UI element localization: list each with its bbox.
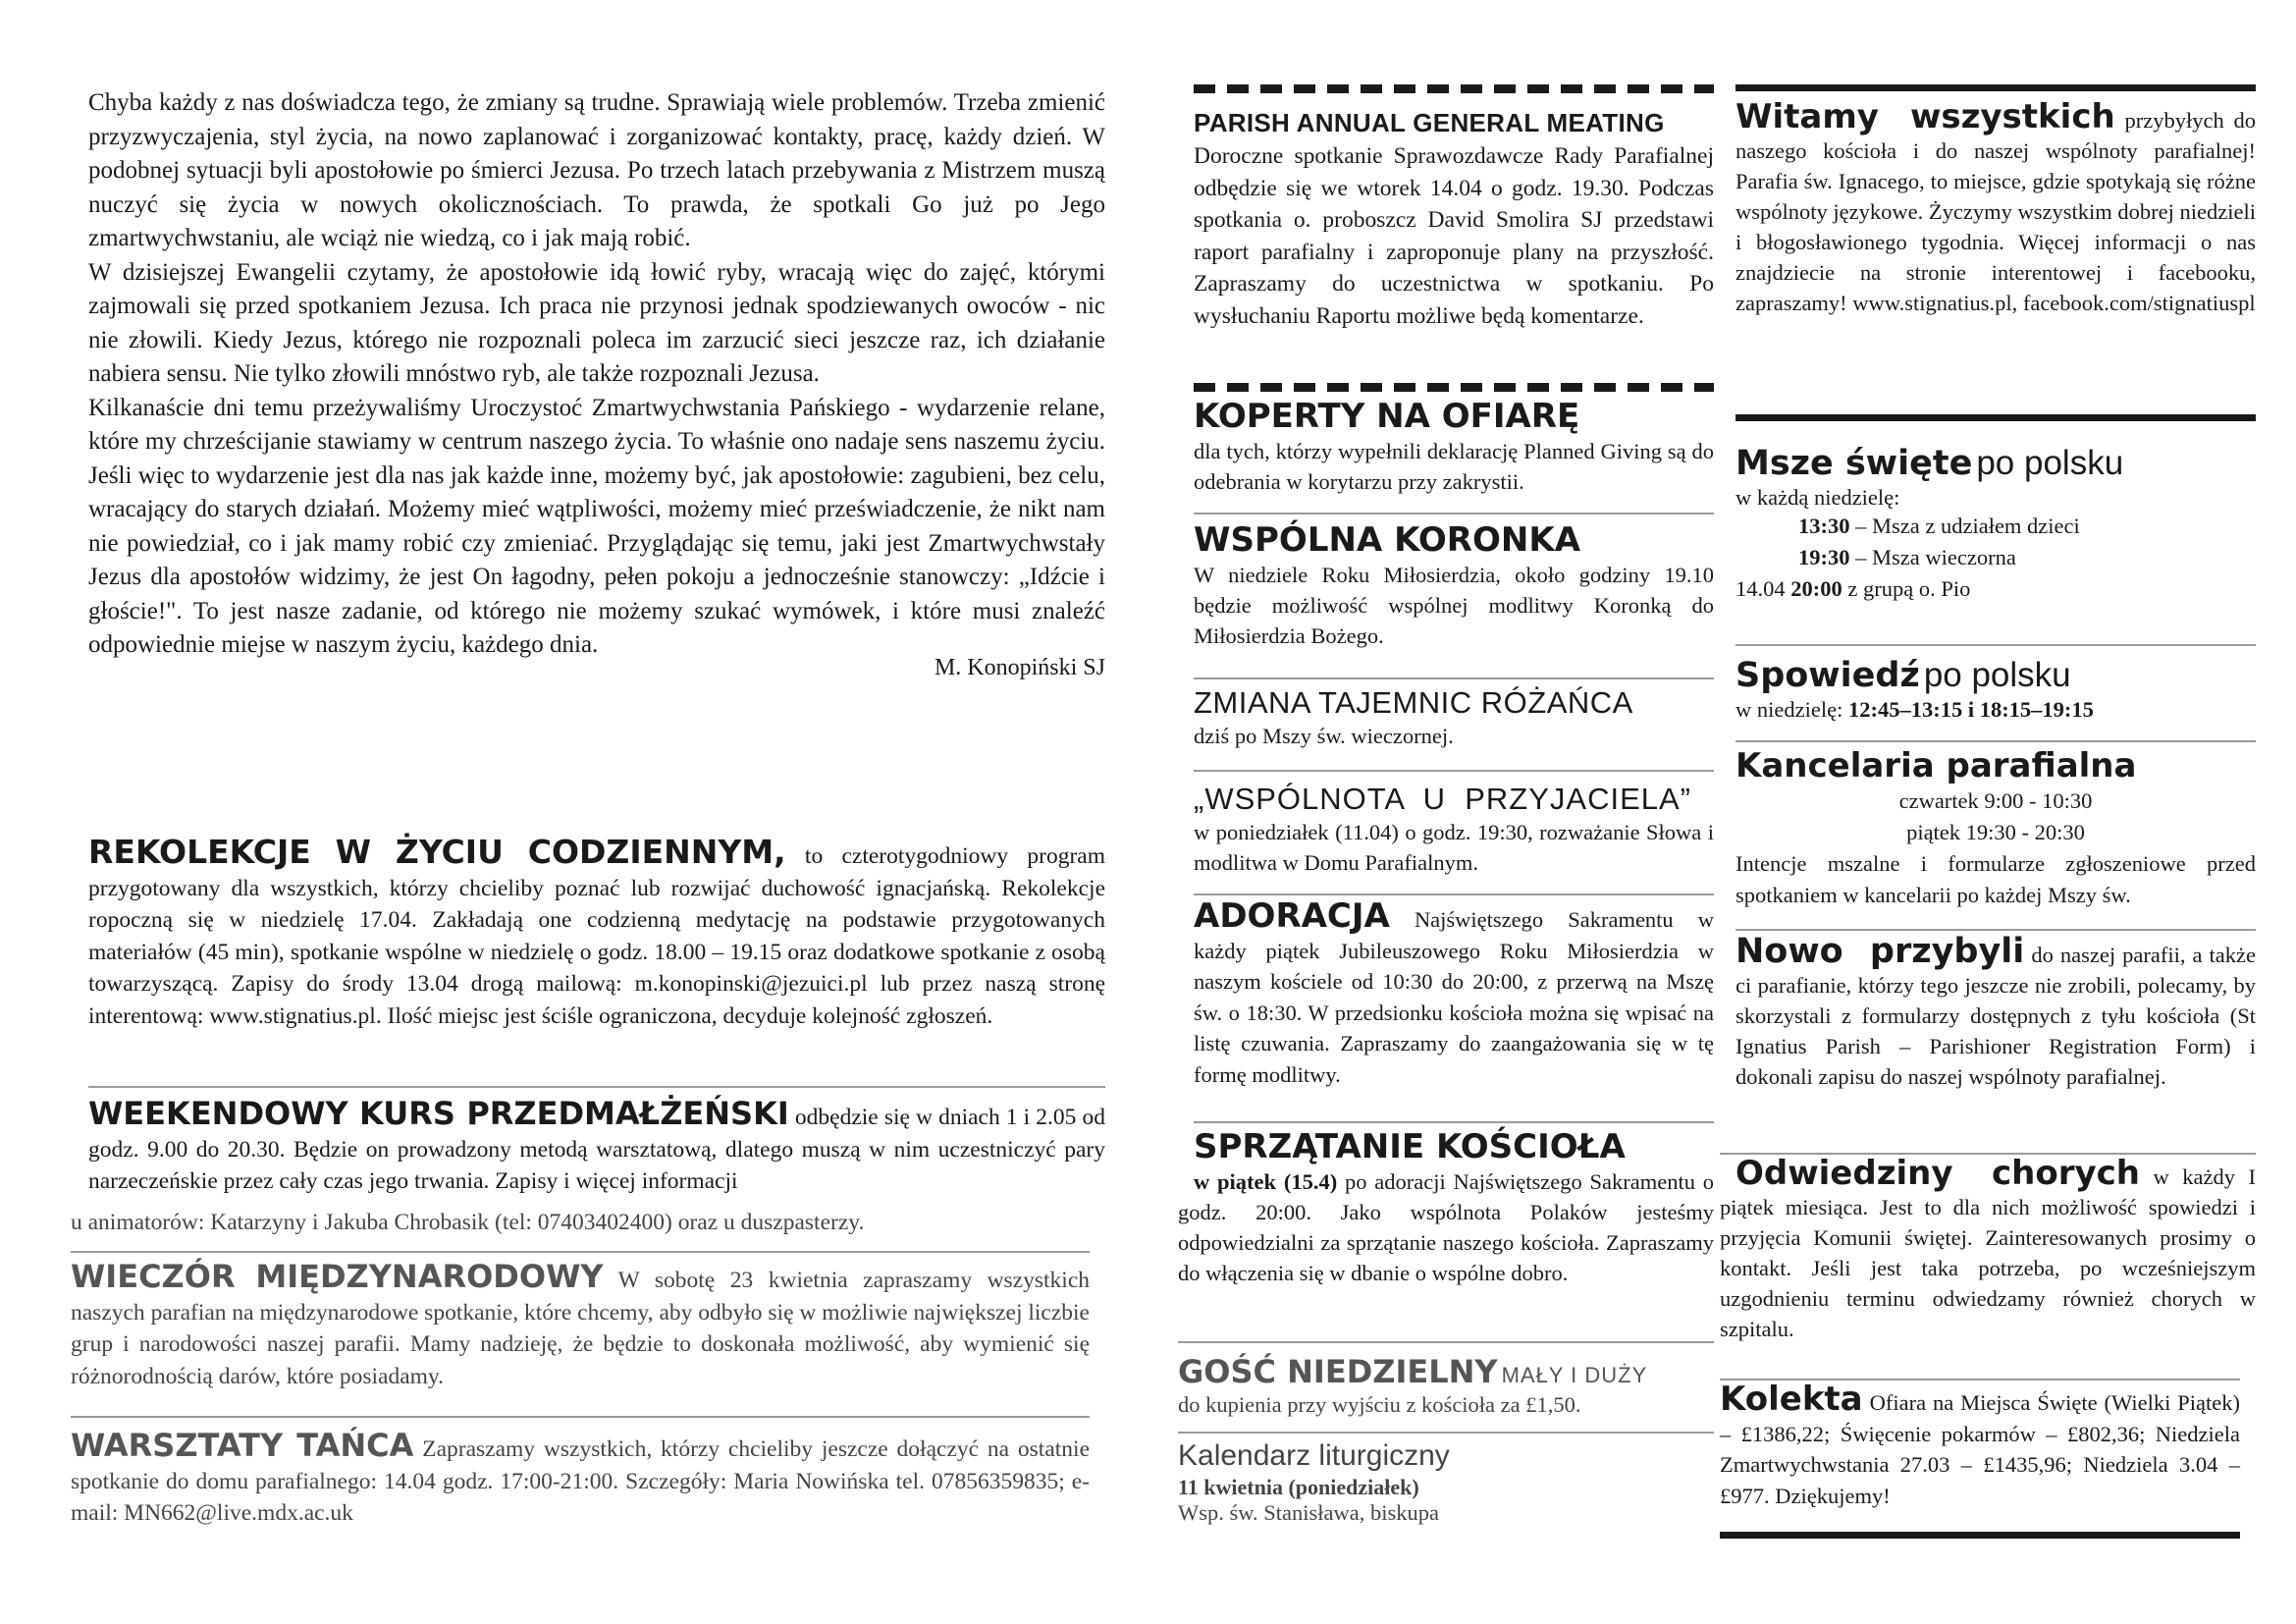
divider: [1194, 1121, 1714, 1123]
koronka-text: W niedziele Roku Miłosierdzia, około godziny 19.10 będzie możliwość wspólnej modlitwy Koronką do Miłosierdzia Bożego.: [1194, 563, 1714, 648]
zmiana-title: ZMIANA TAJEMNIC RÓŻAŃCA: [1194, 685, 1633, 720]
divider: [88, 1086, 1105, 1088]
section-witamy: [1735, 97, 2256, 318]
section-kurs: [88, 1095, 1106, 1198]
kancelaria-line-1: czwartek 9:00 - 10:30: [1898, 788, 2093, 813]
adoracja-title: ADORACJA: [1194, 896, 1390, 936]
thick-rule-bottom: [1720, 1532, 2240, 1539]
section-kolekta: [1720, 1380, 2241, 1511]
divider: [1735, 644, 2256, 646]
msze-row-1: [1798, 511, 2256, 542]
section-sprzatanie: [1178, 1127, 1714, 1288]
koperty-text: dla tych, którzy wypełnili deklarację Planned Giving są do odebrania w korytarzu przy zakrystii.: [1194, 439, 1714, 494]
wieczor-title: WIECZÓR MIĘDZYNARODOWY: [71, 1258, 604, 1295]
thick-rule: [1735, 414, 2256, 421]
sprzatanie-lead: w piątek (15.4): [1194, 1169, 1338, 1194]
msze-subtitle: w każdą niedzielę:: [1735, 485, 1900, 510]
divider: [1178, 1432, 1714, 1434]
kancelaria-title: Kancelaria parafialna: [1735, 746, 2137, 785]
odwiedziny-text: w każdy I piątek miesiąca. Jest to dla nich możliwość spowiedzi i przyjęcia Komunii świętej. Zainteresowanych prosimy o kontakt. Jeśli jest taka potrzeba, po wcześniejszym uzgodnieniu terminu odwiedzamy również chorych w szpitalu.: [1720, 1164, 2256, 1341]
gosc-text: do kupienia przy wyjściu z kościoła za £1,50.: [1178, 1392, 1581, 1417]
dashed-border-top: [1194, 84, 1714, 93]
kalendarz-text: Wsp. św. Stanisława, biskupa: [1178, 1500, 1440, 1525]
msze-row-2-text: – Msza wieczorna: [1855, 545, 2016, 569]
section-agm: [1194, 108, 1714, 332]
msze-title-bold: Msze święte: [1735, 444, 1973, 483]
section-koperty: [1194, 397, 1714, 497]
section-koronka: [1194, 520, 1714, 651]
section-wieczor: [71, 1258, 1090, 1392]
warsztaty-text: Zapraszamy wszystkich, którzy chcieliby jeszcze dołączyć na ostatnie spotkanie do domu parafialnego: 14.04 godz. 17:00-21:00. Szczegóły: Maria Nowińska tel. 07856359835; e-mail: MN662@live.mdx.ac.uk: [71, 1436, 1091, 1526]
intro-paragraph-2: W dzisiejszej Ewangelii czytamy, że apostołowie idą łowić ryby, wracają więc do zajęć, którymi zajmowali się przed spotkaniem Jezusa. Ich praca nie przynosi jednak spodziewanych owoców - nic nie złowili. Kiedy Jezus, którego nie rozpoznali poleca im zarzucić sieci jeszcze raz, ich działanie nabiera sensu. Nie tylko złowili mnóstwo ryb, ale także rozpoznali Jezusa.: [88, 258, 1105, 387]
kancelaria-text: Intencje mszalne i formularze zgłoszeniowe przed spotkaniem w kancelarii po każdej Mszy św.: [1735, 851, 2256, 907]
divider: [1735, 929, 2256, 931]
section-kalendarz: [1178, 1439, 1714, 1526]
thick-rule-top: [1735, 84, 2256, 91]
sprzatanie-text: po adoracji Najświętszego Sakramentu o godz. 20:00. Jako wspólnota Polaków jesteśmy odpowiedzialni za sprzątanie naszego kościoła. Zapraszamy do włączenia się w dbanie o wspólne dobro.: [1178, 1169, 1715, 1285]
section-adoracja: [1194, 896, 1714, 1090]
spowiedz-text-lead: w niedzielę:: [1735, 697, 1843, 722]
wspolnota-title: „WSPÓLNOTA U PRZYJACIELA”: [1194, 782, 1692, 816]
nowo-title: Nowo przybyli: [1735, 932, 2025, 971]
spowiedz-title-bold: Spowiedź: [1735, 656, 1920, 695]
article-author: M. Konopiński SJ: [934, 654, 1105, 680]
section-spowiedz: [1735, 656, 2256, 723]
zmiana-text: dziś po Mszy św. wieczornej.: [1194, 724, 1454, 748]
odwiedziny-title: Odwiedziny chorych: [1735, 1154, 2140, 1193]
rekolekcje-text: to czterotygodniowy program przygotowany dla wszystkich, którzy chcieliby poznać lub rozwijać duchowość ignacjańską. Rekolekcje ropoczną się w niedzielę 17.04. Zakładają one codzienną medytację na podstawie przygotowanych materiałów (45 min), spotkanie wspólne w niedzielę o godz. 18.00 – 19.15 oraz dodatkowe spotkanie z osobą towarzyszącą. Zapisy do środy 13.04 drogą mailową: m.konopinski@jezuici.pl lub przez naszą stronę interentową: www.stignatius.pl. Ilość miejsc jest ściśle ograniczona, decyduje kolejność zgłoszeń.: [88, 843, 1105, 1029]
divider: [71, 1416, 1090, 1418]
intro-paragraph-3: Kilkanaście dni temu przeżywaliśmy Uroczystoć Zmartwychwstania Pańskiego - wydarzenie relane, które my chrześcijanie stawiamy w centrum naszego życia. To właśnie ono nadaje sens naszemu życiu. Jeśli więc to wydarzenie jest dla nas jak każde inne, możemy być, jak apostołowie: zagubieni, bez celu, wracający do starych działań. Możemy mieć wątpliwości, możemy mieć przeświadczenie, że nikt nam nie powiedział, co i jak mamy robić czy zmieniać. Przyglądając się temu, jaki jest Zmartwychwstały Jezus dla apostołów widzimy, że jest On łagodny, pełen pokoju a jednocześnie stanowczy: „Idźcie i głoście!". To jest nasze zadanie, od którego nie możemy szukać wymówek, i które musi znaleźć odpowiednie miejse w naszym życiu, każdego dnia.: [88, 394, 1105, 658]
agm-text: Doroczne spotkanie Sprawozdawcze Rady Parafialnej odbędzie się we wtorek 14.04 o godz. 19.30. Podczas spotkania o. proboszcz David Smolira SJ przedstawi raport parafialny i zaproponuje plany na przyszłość. Zapraszamy do uczestnictwa w spotkaniu. Po wysłuchaniu Raportu możliwe będą komentarze.: [1194, 143, 1714, 329]
msze-row-3-date: 14.04: [1735, 576, 1786, 601]
gosc-suffix: MAŁY I DUŻY: [1501, 1363, 1648, 1387]
divider: [71, 1251, 1090, 1253]
nowo-text: do naszej parafii, a także ci parafianie, którzy tego jeszcze nie zrobili, polecamy, by skorzystali z formularzy dostępnych z tyłu kościoła (St Ignatius Parish – Parishioner Registration Form) i dokonali zapisu do naszej wspólnoty parafialnej.: [1735, 943, 2256, 1089]
rekolekcje-title: REKOLEKCJE W ŻYCIU CODZIENNYM,: [88, 833, 786, 871]
msze-title-light: po polsku: [1976, 444, 2124, 482]
section-warsztaty: [71, 1427, 1091, 1530]
msze-row-2: [1798, 542, 2256, 573]
msze-row-2-time: 19:30: [1798, 545, 1850, 569]
warsztaty-title: WARSZTATY TAŃCA: [71, 1427, 414, 1464]
spowiedz-title-light: po polsku: [1923, 656, 2071, 694]
divider: [1735, 740, 2256, 742]
witamy-title: Witamy wszystkich: [1735, 97, 2115, 136]
msze-row-1-text: – Msza z udziałem dzieci: [1855, 514, 2080, 538]
witamy-text: przybyłych do naszego kościoła i do naszej wspólnoty parafialnej! Parafia św. Ignacego, to miejsce, gdzie spotykają się różne wspólnoty językowe. Życzymy wszystkim dobrej niedzieli i błogosławionego tygodnia. Więcej informacji o nas znajdziecie na stronie interentowej i facebooku, zapraszamy! www.stignatius.pl, facebook.com/stignatiuspl: [1735, 108, 2256, 315]
section-nowo: [1735, 932, 2256, 1092]
msze-row-3-time: 20:00: [1790, 576, 1842, 601]
agm-title: PARISH ANNUAL GENERAL MEATING: [1194, 108, 1665, 137]
intro-article: [88, 86, 1105, 663]
intro-paragraph-1: Chyba każdy z nas doświadcza tego, że zmiany są trudne. Sprawiają wiele problemów. Trzeba zmienić przyzwyczajenia, styl życia, na nowo zaplanować i zorganizować kontakty, pracę, każdy dzień. W podobnej sytuacji byli apostołowie po śmierci Jezusa. Po trzech latach przebywania z Mistrzem muszą nuczyć się życia w nowych okolicznościach. To prawda, że spotkali Go już po Jego zmartwychwstaniu, ale wciąż nie wiedzą, co i jak mają robić.: [88, 89, 1105, 251]
msze-row-1-time: 13:30: [1798, 514, 1850, 538]
section-msze: [1735, 444, 2256, 605]
adoracja-text: Najświętszego Sakramentu w każdy piątek Jubileuszowego Roku Miłosierdzia w naszym kościele od 10:30 do 20:00, z przerwą na Mszę św. o 18:30. W przedsionku kościoła można się wpisać na listę czuwania. Zapraszamy do zaangażowania się w tę formę modlitwy.: [1194, 907, 1714, 1087]
section-gosc: [1178, 1353, 1714, 1418]
msze-row-3-text: z grupą o. Pio: [1847, 576, 1971, 601]
sprzatanie-title: SPRZĄTANIE KOŚCIOŁA: [1194, 1127, 1626, 1166]
kolekta-title: Kolekta: [1720, 1380, 1863, 1419]
kurs-text-2: u animatorów: Katarzyny i Jakuba Chrobasik (tel: 07403402400) oraz u duszpasterzy.: [71, 1210, 865, 1235]
msze-row-3: [1735, 573, 2256, 605]
spowiedz-text-bold: 12:45–13:15 i 18:15–19:15: [1847, 697, 2094, 722]
divider: [1194, 893, 1714, 895]
left-column: [88, 86, 1105, 681]
wieczor-text: W sobotę 23 kwietnia zapraszamy wszystkich naszych parafian na międzynarodowe spotkanie, które chcemy, aby odbyło się w możliwie największej liczbie grup i narodowości naszej parafii. Mamy nadzieję, że będzie to doskonała możliwość, aby wymienić się różnorodnością darów, które posiadamy.: [71, 1268, 1090, 1389]
wspolnota-text: w poniedziałek (11.04) o godz. 19:30, rozważanie Słowa i modlitwa w Domu Parafialnym.: [1194, 820, 1714, 875]
kalendarz-date: 11 kwietnia (poniedziałek): [1178, 1475, 1419, 1499]
kurs-text: odbędzie się w dniach 1 i 2.05 od godz. 9.00 do 20.30. Będzie on prowadzony metodą warsztatową, dlatego muszą w nim uczestniczyć pary narzeczeńskie przez cały czas jego trwania. Zapisy i więcej informacji: [88, 1105, 1106, 1194]
dashed-border-bottom: [1194, 383, 1714, 392]
section-wspolnota: [1194, 782, 1714, 878]
koperty-title: KOPERTY NA OFIARĘ: [1194, 397, 1580, 436]
section-odwiedziny: [1720, 1154, 2256, 1344]
gosc-title: GOŚĆ NIEDZIELNY: [1178, 1353, 1498, 1390]
kalendarz-title: Kalendarz liturgiczny: [1178, 1439, 1450, 1472]
divider: [1194, 677, 1714, 679]
kancelaria-line-2: piątek 19:30 - 20:30: [1906, 820, 2085, 844]
section-rekolekcje: [88, 833, 1105, 1032]
kurs-title: WEEKENDOWY KURS PRZEDMAŁŻEŃSKI: [88, 1095, 789, 1132]
divider: [1178, 1341, 1714, 1343]
section-zmiana: [1194, 685, 1714, 753]
kolekta-text: Ofiara na Miejsca Święte (Wielki Piątek) – £1386,22; Święcenie pokarmów – £802,36; Niedziela Zmartwychwstania 27.03 – £1435,96; Niedziela 3.04 – £977. Dziękujemy!: [1720, 1390, 2241, 1508]
koronka-title: WSPÓLNA KORONKA: [1194, 520, 1581, 560]
divider: [1194, 513, 1714, 514]
section-kancelaria: [1735, 746, 2256, 911]
divider: [1194, 770, 1714, 772]
